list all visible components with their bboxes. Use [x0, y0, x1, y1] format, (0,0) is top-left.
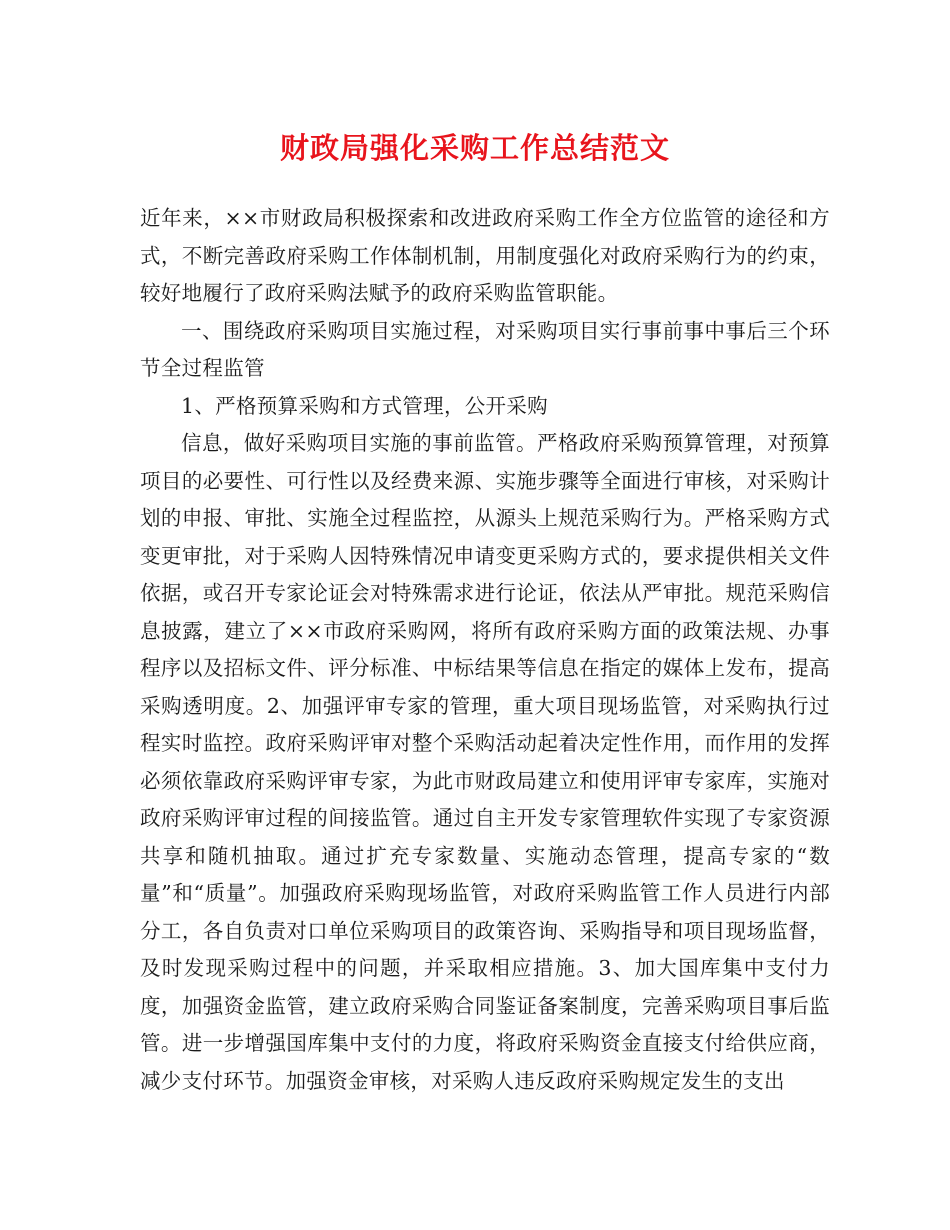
- paragraph-main-body: 信息，做好采购项目实施的事前监管。严格政府采购预算管理，对预算项目的必要性、可行性以及经费来源、实施步骤等全面进行审核，对采购计划的申报、审批、实施全过程监控，从源头上规范采购行为。严格采购方式变更审批，对于采购人因特殊情况申请变更采购方式的，要求提供相关文件依据，或召开专家论证会对特殊需求进行论证，依法从严审批。规范采购信息披露，建立了××市政府采购网，将所有政府采购方面的政策法规、办事程序以及招标文件、评分标准、中标结果等信息在指定的媒体上发布，提高采购透明度。2、加强评审专家的管理，重大项目现场监管，对采购执行过程实时监控。政府采购评审对整个采购活动起着决定性作用，而作用的发挥必须依靠政府采购评审专家，为此市财政局建立和使用评审专家库，实施对政府采购评审过程的间接监管。通过自主开发专家管理软件实现了专家资源共享和随机抽取。通过扩充专家数量、实施动态管理，提高专家的“数量”和“质量”。加强政府采购现场监管，对政府采购监管工作人员进行内部分工，各自负责对口单位采购项目的政策咨询、采购指导和项目现场监督，及时发现采购过程中的问题，并采取相应措施。3、加大国库集中支付力度，加强资金监管，建立政府采购合同鉴证备案制度，完善采购项目事后监管。进一步增强国库集中支付的力度，将政府采购资金直接支付给供应商，减少支付环节。加强资金审核，对采购人违反政府采购规定发生的支出: [140, 431, 830, 1093]
- paragraph-section-heading: 一、围绕政府采购项目实施过程，对采购项目实行事前事中事后三个环节全过程监管: [140, 318, 830, 380]
- paragraph-intro: 近年来，××市财政局积极探索和改进政府采购工作全方位监管的途径和方式，不断完善政府采购工作体制机制，用制度强化对政府采购行为的约束，较好地履行了政府采购法赋予的政府采购监管职能。: [140, 206, 830, 305]
- paragraph-subheading: 1、严格预算采购和方式管理，公开采购: [181, 393, 548, 418]
- document-body: [140, 200, 830, 1100]
- document-title: 财政局强化采购工作总结范文: [279, 131, 670, 165]
